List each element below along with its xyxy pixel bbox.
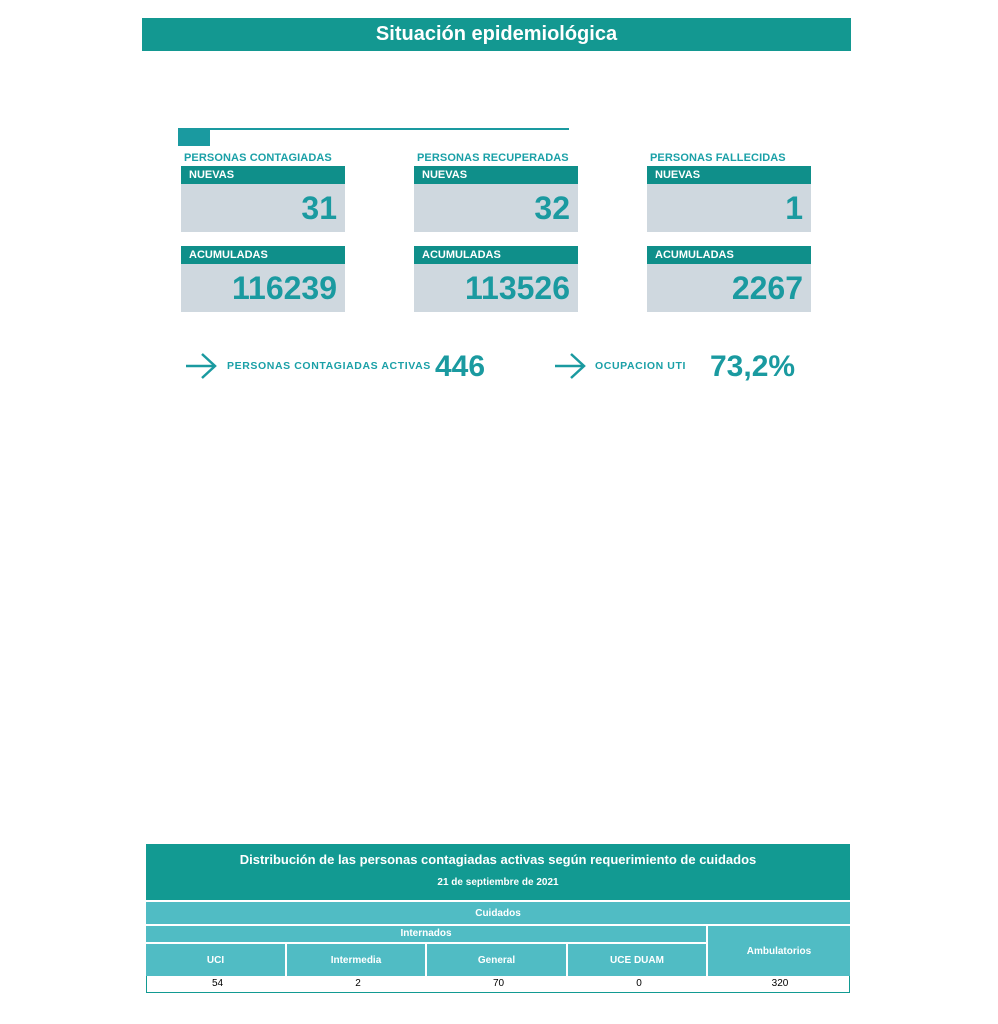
new-value-fallecidas: 1 — [647, 184, 811, 232]
value-intermedia: 2 — [355, 978, 361, 989]
arrow-right-icon — [184, 352, 218, 380]
page-title-banner: Situación epidemiológica — [142, 18, 851, 51]
table-title: Distribución de las personas contagiadas activas según requerimiento de cuidados — [239, 852, 757, 867]
stat-value-uti: 73,2% — [710, 350, 796, 383]
value-uci: 54 — [211, 978, 224, 989]
value-uce-duam: 0 — [636, 978, 642, 989]
table-column-headers — [146, 924, 850, 976]
table-row — [146, 976, 850, 993]
acc-value-recuperadas: 113526 — [414, 264, 578, 312]
new-label-fallecidas: NUEVAS — [647, 166, 811, 184]
column-header-uce-duam: UCE DUAM — [568, 942, 708, 976]
acc-value-fallecidas: 2267 — [647, 264, 811, 312]
acc-label-contagiadas: ACUMULADAS — [181, 246, 345, 264]
card-title-recuperadas: PERSONAS RECUPERADAS — [417, 152, 569, 164]
column-header-ambulatorios: Ambulatorios — [708, 926, 850, 976]
stat-value-activas: 446 — [435, 350, 486, 383]
table-header — [146, 844, 850, 900]
arrow-right-icon — [553, 352, 587, 380]
table-group-header: Cuidados — [146, 900, 850, 924]
new-label-contagiadas: NUEVAS — [181, 166, 345, 184]
new-label-recuperadas: NUEVAS — [414, 166, 578, 184]
stat-label-activas: PERSONAS CONTAGIADAS ACTIVAS — [227, 360, 431, 372]
column-header-uci: UCI — [146, 942, 287, 976]
care-distribution-table — [146, 844, 850, 993]
acc-label-recuperadas: ACUMULADAS — [414, 246, 578, 264]
column-header-intermedia: Intermedia — [287, 942, 427, 976]
new-value-recuperadas: 32 — [414, 184, 578, 232]
stat-label-uti: OCUPACION UTI — [595, 360, 687, 372]
column-header-general: General — [427, 942, 568, 976]
new-value-contagiadas: 31 — [181, 184, 345, 232]
card-title-fallecidas: PERSONAS FALLECIDAS — [650, 152, 786, 164]
card-title-contagiadas: PERSONAS CONTAGIADAS — [184, 152, 332, 164]
acc-label-fallecidas: ACUMULADAS — [647, 246, 811, 264]
value-general: 70 — [492, 978, 505, 989]
decorative-block — [178, 128, 210, 146]
acc-value-contagiadas: 116239 — [181, 264, 345, 312]
table-date: 21 de septiembre de 2021 — [437, 877, 559, 888]
decorative-line — [178, 128, 569, 130]
value-ambulatorios: 320 — [771, 978, 789, 989]
table-subgroup-header: Internados — [146, 926, 708, 942]
